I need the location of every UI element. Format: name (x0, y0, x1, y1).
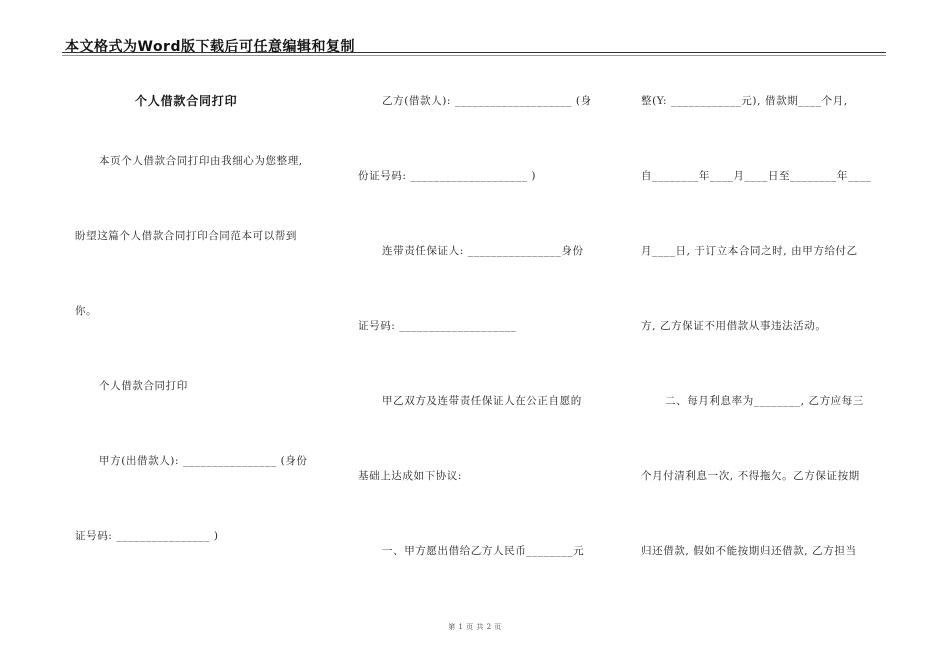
page-indicator: 第 1 页 共 2 页 (448, 623, 502, 631)
header-banner: 本文格式为Word版下载后可任意编辑和复制 (65, 39, 355, 55)
text-line: 自________年____月____日至________年____ (641, 170, 872, 182)
text-line: 甲乙双方及连带责任保证人在公正自愿的 (382, 395, 582, 407)
text-line: 份证号码: ____________________ ) (358, 170, 537, 182)
text-line: 个月付清利息一次, 不得拖欠。乙方保证按期 (641, 470, 860, 482)
text-line: 本页个人借款合同打印由我细心为您整理, (99, 155, 303, 167)
text-line: 基础上达成如下协议: (358, 470, 463, 482)
text-line: 连带责任保证人: ________________身份 (382, 245, 584, 257)
text-line: 方, 乙方保证不用借款从事违法活动。 (641, 320, 827, 332)
document-title: 个人借款合同打印 (135, 94, 238, 108)
text-line: 整(Y: ____________元), 借款期____个月, (641, 95, 848, 107)
text-line: 盼望这篇个人借款合同打印合同范本可以帮到 (75, 230, 297, 242)
header-rule (62, 52, 886, 53)
header-rule-thin (62, 55, 886, 56)
text-line: 一、甲方愿出借给乙方人民币________元 (382, 545, 585, 557)
text-line: 你。 (75, 305, 98, 317)
text-line: 二、每月利息率为________, 乙方应每三 (665, 395, 864, 407)
text-line: 归还借款, 假如不能按期归还借款, 乙方担当 (641, 545, 857, 557)
text-line: 乙方(借款人): ____________________ (身 (382, 95, 592, 107)
text-line: 证号码: ________________ ) (75, 530, 219, 542)
text-line: 证号码: ____________________ (358, 320, 517, 332)
section-heading: 个人借款合同打印 (99, 380, 188, 392)
text-line: 甲方(出借款人): ________________ (身份 (99, 455, 308, 467)
text-line: 月____日, 于订立本合同之时, 由甲方给付乙 (641, 245, 858, 257)
